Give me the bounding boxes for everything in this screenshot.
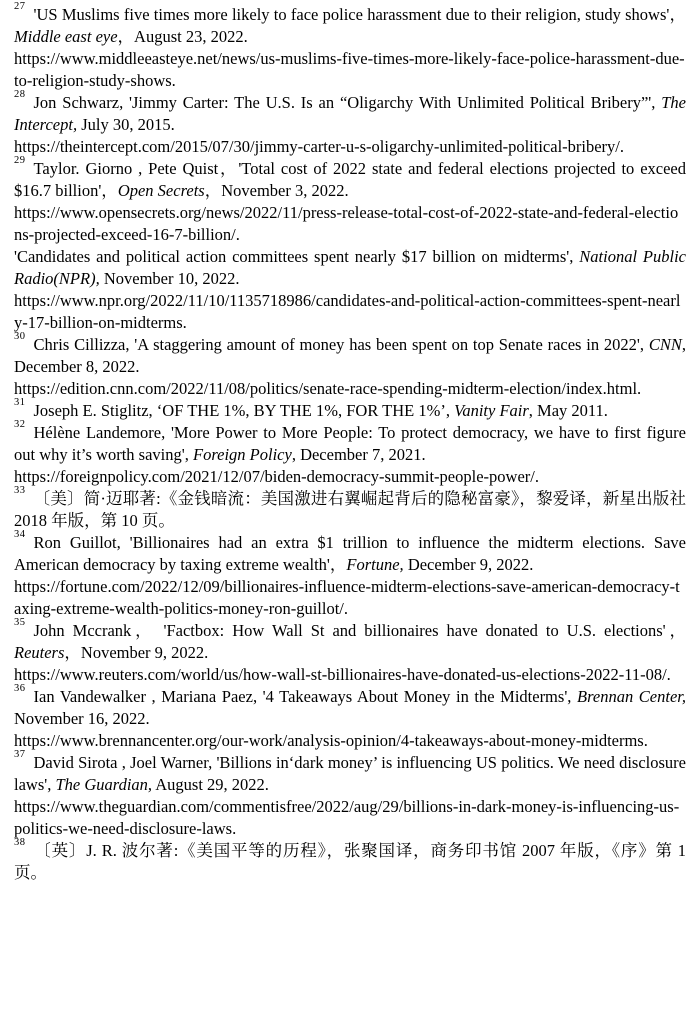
footnote-number: 35 — [14, 616, 26, 628]
footnote-37 — [14, 748, 686, 840]
footnote-text: David Sirota , Joel Warner, 'Billions in‘dark money’ is influencing US politics. We need disclosure laws', — [14, 753, 686, 794]
footnote-30 — [14, 330, 686, 400]
footnote-32 — [14, 418, 686, 488]
footnote-text: , December 7, 2021. — [291, 445, 426, 464]
footnote-url: https://www.opensecrets.org/news/2022/11/press-release-total-cost-of-2022-state-and-federal-elections-projected-exceed-16-7-billion/. — [14, 203, 679, 244]
footnote-text: CNN — [648, 335, 682, 354]
footnote-text: ，November 9, 2022. — [64, 643, 209, 662]
footnote-text: Fortune, — [346, 555, 404, 574]
footnote-number: 32 — [14, 418, 26, 430]
footnote-text: Open Secrets — [117, 181, 205, 200]
footnote-url: https://www.npr.org/2022/11/10/1135718986/candidates-and-political-action-committees-spent-nearly-17-billion-on-midterms. — [14, 291, 681, 332]
footnote-text: Reuters — [14, 643, 65, 662]
footnote-text: John Mccrank， 'Factbox: How Wall St and billionaires have donated to U.S. elections'， — [33, 621, 686, 640]
footnote-text: Chris Cillizza, 'A staggering amount of money has been spent on top Senate races in 2022', — [33, 335, 649, 354]
footnote-27 — [14, 0, 686, 92]
footnote-url: https://www.brennancenter.org/our-work/analysis-opinion/4-takeaways-about-money-midterms. — [14, 731, 648, 750]
footnote-url: https://www.reuters.com/world/us/how-wall-st-billionaires-have-donated-us-elections-2022-11-08/. — [14, 665, 671, 684]
footnote-text: ，November 3, 2022. — [204, 181, 349, 200]
footnote-url: https://www.theguardian.com/commentisfree/2022/aug/29/billions-in-dark-money-is-influencing-us-politics-we-need-disclosure-laws. — [14, 797, 680, 838]
footnote-number: 36 — [14, 682, 26, 694]
footnote-text: 'US Muslims five times more likely to face police harassment due to their religion, study shows'， — [33, 5, 686, 24]
footnote-38 — [14, 836, 686, 884]
footnote-text: Taylor. Giorno , Pete Quist，'Total cost of 2022 state and federal elections projected to exceed $16.7 billion'， — [14, 159, 686, 200]
footnote-number: 37 — [14, 748, 26, 760]
footnote-text: , May 2011. — [528, 401, 608, 420]
footnote-text: Jon Schwarz, 'Jimmy Carter: The U.S. Is an “Oligarchy With Unlimited Political Bribery”', — [33, 93, 662, 112]
footnote-number: 31 — [14, 396, 26, 408]
footnote-number: 29 — [14, 154, 26, 166]
footnote-number: 30 — [14, 330, 26, 342]
footnote-text: Hélène Landemore, 'More Power to More People: To protect democracy, we have to first figure out why it’s worth saving', — [14, 423, 686, 464]
footnote-29 — [14, 154, 686, 334]
footnote-number: 33 — [14, 484, 26, 496]
footnote-text: , December 8, 2022. — [14, 335, 686, 376]
footnote-number: 34 — [14, 528, 26, 540]
footnote-35 — [14, 616, 686, 686]
footnote-text: Ian Vandewalker , Mariana Paez, '4 Takeaways About Money in the Midterms', — [33, 687, 577, 706]
footnote-text: December 9, 2022. — [403, 555, 534, 574]
footnote-text: November 16, 2022. — [14, 709, 150, 728]
footnote-text: 〔美〕简·迈耶著:《金钱暗流：美国激进右翼崛起背后的隐秘富豪》，黎爱译，新星出版社 2018 年版，第 10 页。 — [14, 489, 686, 530]
footnote-url: https://edition.cnn.com/2022/11/08/politics/senate-race-spending-midterm-election/index.html. — [14, 379, 642, 398]
footnote-text: Brennan Center, — [577, 687, 686, 706]
footnote-text: Middle east eye — [14, 27, 118, 46]
footnote-text: Joseph E. Stiglitz, ‘OF THE 1%, BY THE 1%, FOR THE 1%’, — [33, 401, 455, 420]
footnote-text: Vanity Fair — [454, 401, 529, 420]
footnote-text: November 10, 2022. — [99, 269, 240, 288]
footnote-31 — [14, 396, 686, 422]
footnote-text: August 29, 2022. — [152, 775, 269, 794]
footnote-number: 27 — [14, 0, 26, 12]
footnote-text: The Guardian, — [55, 775, 153, 794]
footnote-text: July 30, 2015. — [77, 115, 175, 134]
footnotes-section — [14, 0, 686, 884]
footnote-url: https://www.middleeasteye.net/news/us-muslims-five-times-more-likely-face-police-harassment-due-to-religion-study-shows. — [14, 49, 685, 90]
footnote-36 — [14, 682, 686, 752]
footnote-text: ，August 23, 2022. — [117, 27, 248, 46]
footnote-text: The Intercept, — [14, 93, 686, 134]
footnote-url: https://fortune.com/2022/12/09/billionaires-influence-midterm-elections-save-american-democracy-taxing-extreme-wealth-politics-money-ron-guillot/. — [14, 577, 680, 618]
footnote-text: 〔英〕J. R. 波尔著:《美国平等的历程》，张聚国译，商务印书馆 2007 年版，《序》第 1 页。 — [14, 841, 686, 882]
footnote-number: 28 — [14, 88, 26, 100]
footnote-34 — [14, 528, 686, 620]
footnote-text: Ron Guillot, 'Billionaires had an extra $1 trillion to influence the midterm elections. Save American democracy by taxing extreme wealth'， — [14, 533, 686, 574]
footnote-text: Foreign Policy — [192, 445, 292, 464]
footnote-url: https://theintercept.com/2015/07/30/jimmy-carter-u-s-oligarchy-unlimited-political-bribery/. — [14, 137, 625, 156]
footnote-33 — [14, 484, 686, 532]
footnote-28 — [14, 88, 686, 158]
footnote-number: 38 — [14, 836, 26, 848]
footnote-url: https://foreignpolicy.com/2021/12/07/biden-democracy-summit-people-power/. — [14, 467, 539, 486]
footnote-text: National Public Radio(NPR), — [14, 247, 686, 288]
footnote-text: 'Candidates and political action committees spent nearly $17 billion on midterms', — [14, 247, 580, 266]
